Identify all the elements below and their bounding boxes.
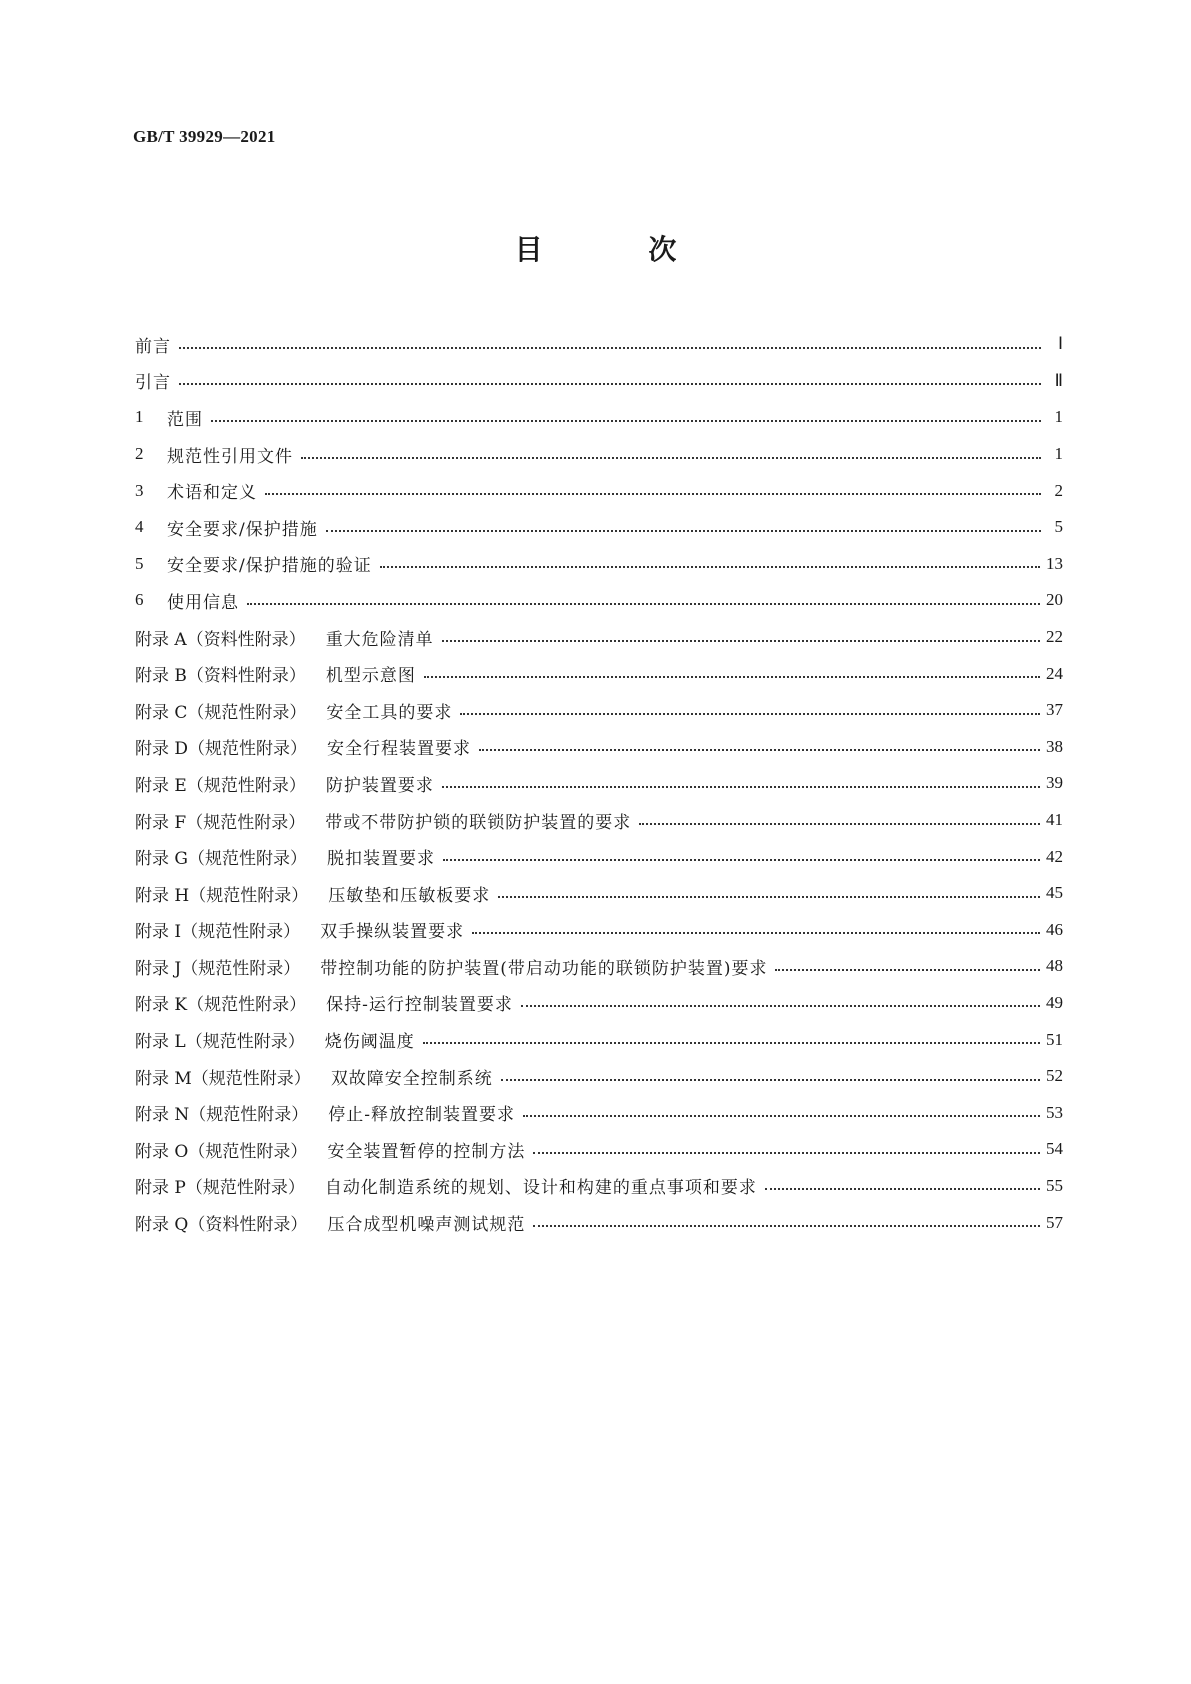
toc-entry[interactable]	[135, 985, 1063, 1022]
document-code: GB/T 39929—2021	[133, 127, 276, 146]
toc-entry-page-number: 22	[1046, 627, 1063, 647]
toc-entry-label: 引言	[135, 373, 171, 394]
toc-entry-appendix-prefix: 附录 P（规范性附录）	[135, 1178, 305, 1199]
toc-entry-appendix-prefix: 附录 F（规范性附录）	[135, 812, 306, 833]
toc-entry-page-number: 39	[1046, 773, 1063, 793]
page-title: 目 次	[514, 233, 725, 266]
toc-entry-appendix-prefix: 附录 G（规范性附录）	[135, 849, 307, 870]
toc-entry-number: 6	[135, 590, 144, 610]
toc-entry[interactable]	[135, 729, 1063, 766]
toc-entry-appendix-prefix: 附录 M（规范性附录）	[135, 1068, 311, 1089]
toc-entry-appendix-prefix: 附录 J（规范性附录）	[135, 958, 301, 979]
toc-entry[interactable]	[135, 546, 1063, 583]
toc-dot-leader	[326, 519, 1041, 536]
toc-entry-label: 术语和定义	[167, 483, 257, 504]
toc-entry-label: 安全要求/保护措施	[167, 519, 318, 540]
toc-entry-appendix-prefix: 附录 D（规范性附录）	[135, 739, 308, 760]
toc-entry[interactable]	[135, 1131, 1063, 1168]
toc-dot-leader	[380, 555, 1040, 572]
toc-dot-leader	[442, 629, 1040, 646]
toc-entry-page-number: Ⅰ	[1057, 334, 1063, 354]
toc-entry-appendix-prefix: 附录 C（规范性附录）	[135, 702, 307, 723]
toc-entry-label: 重大危险清单	[325, 629, 434, 650]
table-of-contents	[135, 326, 1063, 1241]
toc-entry[interactable]	[135, 472, 1063, 509]
toc-entry-label: 压敏垫和压敏板要求	[328, 885, 491, 906]
toc-dot-leader	[443, 848, 1040, 865]
toc-entry-label: 安全要求/保护措施的验证	[167, 556, 372, 577]
toc-dot-leader	[301, 446, 1041, 463]
toc-entry-appendix-prefix: 附录 I（规范性附录）	[135, 922, 301, 943]
toc-entry-label: 使用信息	[167, 592, 239, 613]
toc-entry-label: 前言	[135, 336, 171, 357]
toc-dot-leader	[472, 921, 1040, 938]
toc-entry-page-number: 37	[1046, 700, 1063, 720]
toc-dot-leader	[179, 372, 1041, 389]
toc-entry[interactable]	[135, 436, 1063, 473]
toc-entry-label: 安全行程装置要求	[327, 739, 472, 760]
toc-entry-label: 安全装置暂停的控制方法	[327, 1141, 526, 1162]
toc-dot-leader	[424, 665, 1040, 682]
toc-dot-leader	[765, 1177, 1040, 1194]
toc-dot-leader	[498, 885, 1040, 902]
toc-entry-appendix-prefix: 附录 K（规范性附录）	[135, 995, 307, 1016]
toc-entry[interactable]	[135, 1021, 1063, 1058]
toc-entry[interactable]	[135, 363, 1063, 400]
toc-entry-label: 双故障安全控制系统	[330, 1068, 493, 1089]
toc-entry-appendix-prefix: 附录 B（资料性附录）	[135, 666, 306, 687]
toc-dot-leader	[211, 409, 1041, 426]
toc-entry-page-number: 54	[1046, 1139, 1063, 1159]
toc-entry-label: 自动化制造系统的规划、设计和构建的重点事项和要求	[324, 1178, 757, 1199]
toc-entry[interactable]	[135, 399, 1063, 436]
toc-dot-leader	[521, 994, 1040, 1011]
toc-dot-leader	[265, 482, 1041, 499]
toc-entry[interactable]	[135, 692, 1063, 729]
toc-dot-leader	[179, 336, 1041, 353]
toc-entry-page-number: 1	[1054, 407, 1063, 427]
toc-entry[interactable]	[135, 1168, 1063, 1205]
toc-entry-page-number: 53	[1046, 1102, 1063, 1122]
toc-entry[interactable]	[135, 655, 1063, 692]
toc-entry[interactable]	[135, 1204, 1063, 1241]
toc-dot-leader	[639, 812, 1040, 829]
toc-entry[interactable]	[135, 765, 1063, 802]
toc-entry-page-number: 38	[1046, 736, 1063, 756]
toc-entry[interactable]	[135, 838, 1063, 875]
toc-entry-number: 4	[135, 517, 144, 537]
toc-dot-leader	[442, 775, 1040, 792]
toc-dot-leader	[423, 1031, 1040, 1048]
toc-entry-label: 停止-释放控制装置要求	[328, 1105, 516, 1126]
toc-entry[interactable]	[135, 802, 1063, 839]
toc-dot-leader	[775, 958, 1040, 975]
toc-entry-label: 安全工具的要求	[326, 702, 453, 723]
toc-dot-leader	[247, 592, 1040, 609]
toc-entry-number: 5	[135, 553, 144, 573]
toc-entry[interactable]	[135, 875, 1063, 912]
toc-entry-page-number: 41	[1046, 810, 1063, 830]
toc-entry[interactable]	[135, 619, 1063, 656]
toc-entry-label: 烧伤阈温度	[324, 1032, 415, 1053]
toc-entry-page-number: 24	[1046, 663, 1063, 683]
toc-entry-label: 机型示意图	[325, 666, 416, 687]
toc-dot-leader	[501, 1068, 1040, 1085]
toc-entry[interactable]	[135, 912, 1063, 949]
toc-entry-label: 范围	[167, 409, 203, 430]
toc-entry-label: 双手操纵装置要求	[320, 922, 465, 943]
toc-entry-appendix-prefix: 附录 Q（资料性附录）	[135, 1215, 308, 1236]
toc-entry-page-number: 49	[1046, 992, 1063, 1012]
toc-entry-page-number: 13	[1046, 553, 1063, 573]
toc-entry-label: 规范性引用文件	[167, 446, 293, 467]
toc-dot-leader	[533, 1214, 1040, 1231]
toc-entry-number: 3	[135, 480, 144, 500]
toc-entry[interactable]	[135, 509, 1063, 546]
toc-entry-label: 保持-运行控制装置要求	[326, 995, 513, 1016]
toc-entry-label: 防护装置要求	[325, 775, 434, 796]
toc-entry-appendix-prefix: 附录 N（规范性附录）	[135, 1105, 309, 1126]
toc-entry-label: 带或不带防护锁的联锁防护装置的要求	[325, 812, 632, 833]
toc-entry-page-number: 45	[1046, 883, 1063, 903]
toc-entry-label: 带控制功能的防护装置(带启动功能的联锁防护装置)要求	[320, 958, 768, 979]
toc-dot-leader	[533, 1141, 1040, 1158]
toc-entry[interactable]	[135, 582, 1063, 619]
toc-dot-leader	[479, 738, 1040, 755]
toc-entry-appendix-prefix: 附录 O（规范性附录）	[135, 1141, 308, 1162]
toc-entry-label: 压合成型机噪声测试规范	[327, 1215, 526, 1236]
toc-entry-page-number: 52	[1046, 1066, 1063, 1086]
toc-entry[interactable]	[135, 326, 1063, 363]
toc-dot-leader	[460, 702, 1040, 719]
toc-entry-page-number: 57	[1046, 1212, 1063, 1232]
toc-entry-page-number: 5	[1054, 517, 1063, 537]
toc-entry[interactable]	[135, 948, 1063, 985]
toc-dot-leader	[523, 1104, 1040, 1121]
toc-entry-page-number: 51	[1046, 1029, 1063, 1049]
toc-entry-label: 脱扣装置要求	[326, 849, 435, 870]
toc-entry-page-number: 20	[1046, 590, 1063, 610]
toc-entry-appendix-prefix: 附录 E（规范性附录）	[135, 775, 306, 796]
toc-entry-number: 1	[135, 407, 144, 427]
toc-entry-page-number: Ⅱ	[1054, 370, 1063, 390]
toc-entry-appendix-prefix: 附录 L（规范性附录）	[135, 1032, 305, 1053]
toc-entry-page-number: 55	[1046, 1175, 1063, 1195]
toc-entry-page-number: 48	[1046, 956, 1063, 976]
toc-entry-appendix-prefix: 附录 H（规范性附录）	[135, 885, 309, 906]
toc-entry[interactable]	[135, 1058, 1063, 1095]
toc-entry-appendix-prefix: 附录 A（资料性附录）	[135, 629, 306, 650]
toc-entry-number: 2	[135, 444, 144, 464]
toc-entry-page-number: 2	[1054, 480, 1063, 500]
toc-entry-page-number: 1	[1054, 444, 1063, 464]
toc-entry[interactable]	[135, 1094, 1063, 1131]
toc-entry-page-number: 42	[1046, 846, 1063, 866]
toc-entry-page-number: 46	[1046, 919, 1063, 939]
